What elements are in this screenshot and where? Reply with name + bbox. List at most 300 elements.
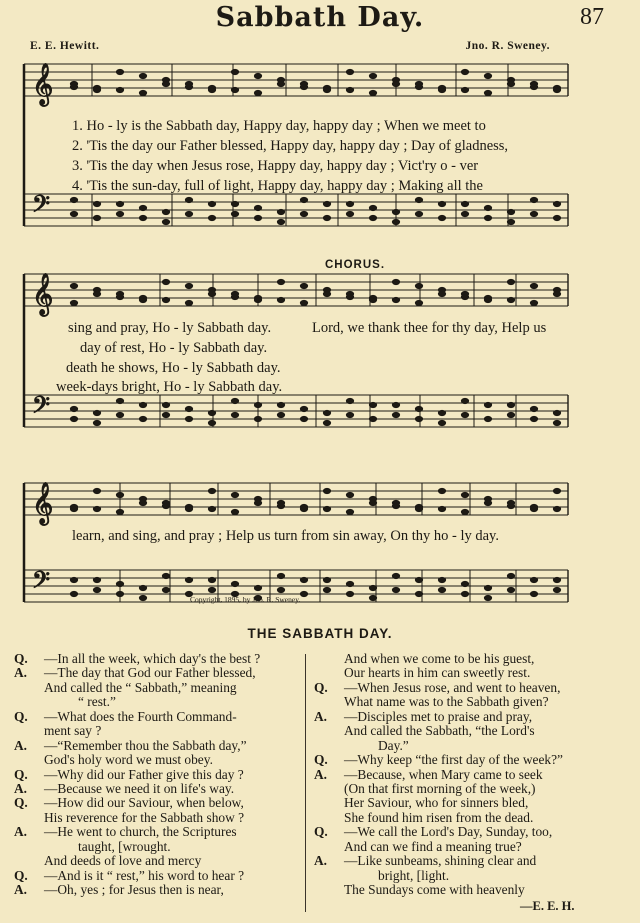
- page-number: 87: [580, 4, 604, 30]
- catechism-line: [14, 825, 302, 839]
- verse-2-line-1: 2. 'Tis the day our Father blessed, Happy day, happy day ; Day of gladness,: [72, 138, 509, 154]
- note-head: [277, 573, 284, 578]
- note-head: [461, 294, 468, 299]
- note-head: [139, 90, 146, 95]
- catechism-text: —Because we need it on life's way.: [44, 780, 235, 796]
- catechism-label: A.: [14, 737, 28, 753]
- note-head: [530, 211, 537, 216]
- note-head: [346, 509, 353, 514]
- note-head: [346, 201, 353, 206]
- catechism-text: And deeds of love and mercy: [44, 853, 202, 869]
- note-head: [93, 215, 100, 220]
- catechism-line: [314, 883, 614, 897]
- note-head: [346, 412, 353, 417]
- note-head: [208, 291, 215, 296]
- catechism-text: God's holy word we must obey.: [44, 752, 213, 768]
- catechism-text: —Why did our Father give this day ?: [44, 766, 244, 782]
- note-head: [553, 506, 560, 511]
- note-head: [438, 291, 445, 296]
- note-head: [277, 412, 284, 417]
- note-head: [208, 87, 215, 92]
- note-head: [116, 87, 123, 92]
- catechism-line: [314, 825, 614, 839]
- note-head: [438, 420, 445, 425]
- note-head: [461, 591, 468, 596]
- note-head: [346, 398, 353, 403]
- note-head: [461, 412, 468, 417]
- catechism-text: taught, [wrought.: [78, 838, 171, 854]
- catechism-line: [314, 869, 614, 883]
- note-head: [231, 69, 238, 74]
- treble-clef: 𝄞: [32, 64, 54, 105]
- note-head: [553, 587, 560, 592]
- note-head: [208, 587, 215, 592]
- note-head: [369, 205, 376, 210]
- bass-clef: 𝄢: [32, 190, 51, 223]
- note-head: [415, 211, 422, 216]
- note-head: [415, 406, 422, 411]
- note-head: [208, 577, 215, 582]
- note-head: [369, 416, 376, 421]
- catechism-text: And when we come to be his guest,: [344, 651, 535, 666]
- note-head: [369, 402, 376, 407]
- note-head: [162, 297, 169, 302]
- composer-credit: Jno. R. Sweney.: [465, 40, 550, 52]
- note-head: [300, 283, 307, 288]
- note-head: [185, 283, 192, 288]
- note-head: [231, 201, 238, 206]
- note-head: [162, 209, 169, 214]
- lyricist-credit: E. E. Hewitt.: [30, 40, 100, 52]
- note-head: [438, 577, 445, 582]
- catechism-text: His reverence for the Sabbath show ?: [44, 809, 245, 825]
- catechism-line: [14, 796, 302, 810]
- note-head: [93, 87, 100, 92]
- note-head: [507, 587, 514, 592]
- note-head: [139, 297, 146, 302]
- note-head: [484, 585, 491, 590]
- catechism-line: [314, 811, 614, 825]
- catechism-line: [314, 796, 614, 810]
- bass-clef: 𝄢: [32, 566, 51, 599]
- note-head: [93, 488, 100, 493]
- catechism-text: And can we find a meaning true?: [344, 838, 522, 854]
- catechism-line: [14, 724, 302, 738]
- note-head: [553, 215, 560, 220]
- catechism-line: [314, 768, 614, 782]
- note-head: [346, 591, 353, 596]
- note-head: [116, 509, 123, 514]
- note-head: [231, 87, 238, 92]
- catechism-text: And called the “ Sabbath,” meaning: [44, 679, 237, 695]
- note-head: [185, 506, 192, 511]
- note-head: [484, 500, 491, 505]
- note-head: [70, 591, 77, 596]
- note-head: [162, 412, 169, 417]
- catechism-label: A.: [314, 853, 328, 869]
- note-head: [139, 595, 146, 600]
- note-head: [484, 90, 491, 95]
- note-head: [461, 398, 468, 403]
- note-head: [346, 69, 353, 74]
- note-head: [208, 488, 215, 493]
- catechism-text: —“Remember thou the Sabbath day,”: [44, 737, 247, 753]
- catechism-line: [14, 883, 302, 897]
- note-head: [162, 402, 169, 407]
- catechism-line: [14, 840, 302, 854]
- note-head: [139, 500, 146, 505]
- note-head: [208, 420, 215, 425]
- note-head: [254, 73, 261, 78]
- catechism-line: [314, 739, 614, 753]
- catechism-label: Q.: [14, 795, 28, 811]
- note-head: [369, 585, 376, 590]
- catechism-line: [14, 811, 302, 825]
- note-head: [93, 506, 100, 511]
- catechism-label: Q.: [14, 708, 28, 724]
- note-head: [369, 73, 376, 78]
- catechism-text: And called the Sabbath, “the Lord's: [344, 723, 535, 739]
- note-head: [300, 84, 307, 89]
- note-head: [300, 406, 307, 411]
- note-head: [415, 197, 422, 202]
- catechism-text: —We call the Lord's Day, Sunday, too,: [344, 824, 553, 840]
- catechism-text: ment say ?: [44, 723, 102, 739]
- note-head: [507, 279, 514, 284]
- catechism-line: [314, 710, 614, 724]
- note-head: [461, 509, 468, 514]
- note-head: [415, 84, 422, 89]
- note-head: [392, 402, 399, 407]
- note-head: [231, 294, 238, 299]
- catechism-line: [14, 782, 302, 796]
- column-divider: [305, 654, 306, 912]
- note-head: [323, 420, 330, 425]
- note-head: [461, 87, 468, 92]
- hymn-title: Sabbath Day.: [215, 2, 425, 33]
- note-head: [323, 291, 330, 296]
- copyright-notice: Copyright, 1895, by Jno. R. Sweney.: [190, 595, 301, 604]
- note-head: [392, 573, 399, 578]
- note-head: [323, 488, 330, 493]
- note-head: [369, 90, 376, 95]
- note-head: [254, 416, 261, 421]
- catechism-text: —He went to church, the Scriptures: [44, 824, 237, 840]
- note-head: [530, 84, 537, 89]
- note-head: [162, 587, 169, 592]
- note-head: [507, 209, 514, 214]
- catechism-line: [314, 753, 614, 767]
- note-head: [323, 577, 330, 582]
- catechism-text: “ rest.”: [78, 694, 116, 710]
- catechism-line: [314, 840, 614, 854]
- note-head: [415, 506, 422, 511]
- note-head: [484, 416, 491, 421]
- note-head: [70, 416, 77, 421]
- note-head: [484, 215, 491, 220]
- note-head: [530, 591, 537, 596]
- note-head: [507, 297, 514, 302]
- note-head: [139, 402, 146, 407]
- catechism-text: —Like sunbeams, shining clear and: [344, 853, 537, 869]
- catechism-line: [14, 869, 302, 883]
- note-head: [231, 398, 238, 403]
- note-head: [553, 420, 560, 425]
- bass-clef: 𝄢: [32, 391, 51, 424]
- note-head: [70, 406, 77, 411]
- note-head: [185, 84, 192, 89]
- note-head: [300, 416, 307, 421]
- author-signature: —E. E. H.: [520, 899, 575, 913]
- catechism-line: [14, 652, 302, 666]
- note-head: [116, 201, 123, 206]
- note-head: [392, 297, 399, 302]
- note-head: [438, 506, 445, 511]
- note-head: [162, 503, 169, 508]
- note-head: [116, 581, 123, 586]
- note-head: [139, 73, 146, 78]
- catechism-left-column: [14, 652, 302, 897]
- note-head: [438, 87, 445, 92]
- note-head: [185, 406, 192, 411]
- note-head: [438, 410, 445, 415]
- note-head: [70, 577, 77, 582]
- catechism-text: —When Jesus rose, and went to heaven,: [344, 679, 561, 695]
- note-head: [369, 215, 376, 220]
- verse-1-line-2: sing and pray, Ho - ly Sabbath day.: [68, 320, 272, 336]
- catechism-line: [14, 695, 302, 709]
- note-head: [530, 577, 537, 582]
- note-head: [116, 591, 123, 596]
- note-head: [369, 297, 376, 302]
- note-head: [553, 87, 560, 92]
- note-head: [300, 506, 307, 511]
- note-head: [507, 402, 514, 407]
- note-head: [392, 412, 399, 417]
- note-head: [254, 585, 261, 590]
- note-head: [93, 420, 100, 425]
- note-head: [323, 587, 330, 592]
- note-head: [323, 506, 330, 511]
- catechism-label: A.: [314, 766, 328, 782]
- note-head: [530, 283, 537, 288]
- note-head: [116, 69, 123, 74]
- note-head: [139, 416, 146, 421]
- note-head: [507, 503, 514, 508]
- catechism-label: Q.: [14, 766, 28, 782]
- catechism-label: Q.: [314, 679, 328, 695]
- note-head: [93, 410, 100, 415]
- note-head: [300, 577, 307, 582]
- note-head: [231, 412, 238, 417]
- verse-1-line-1: 1. Ho - ly is the Sabbath day, Happy day, happy day ; When we meet to: [72, 118, 486, 134]
- note-head: [277, 503, 284, 508]
- note-head: [346, 294, 353, 299]
- note-head: [415, 416, 422, 421]
- catechism-line: [314, 652, 614, 666]
- catechism-text: —In all the week, which day's the best ?: [44, 651, 261, 666]
- note-head: [323, 410, 330, 415]
- catechism-line: [314, 695, 614, 709]
- note-head: [185, 416, 192, 421]
- catechism-line: [314, 666, 614, 680]
- catechism-label: A.: [14, 882, 28, 897]
- catechism-line: [314, 681, 614, 695]
- treble-clef: 𝄞: [32, 274, 54, 315]
- catechism-text: The Sundays come with heavenly: [344, 882, 525, 897]
- note-head: [369, 595, 376, 600]
- note-head: [484, 595, 491, 600]
- note-head: [300, 591, 307, 596]
- note-head: [530, 416, 537, 421]
- note-head: [277, 209, 284, 214]
- note-head: [277, 219, 284, 224]
- note-head: [70, 283, 77, 288]
- catechism-text: —What does the Fourth Command-: [44, 708, 237, 724]
- catechism-line: [14, 854, 302, 868]
- note-head: [346, 87, 353, 92]
- verse-4-line-2: week-days bright, Ho - ly Sabbath day.: [56, 379, 283, 395]
- note-head: [300, 300, 307, 305]
- note-head: [553, 410, 560, 415]
- note-head: [162, 573, 169, 578]
- note-head: [139, 585, 146, 590]
- catechism-right-column: [314, 652, 614, 897]
- note-head: [116, 294, 123, 299]
- note-head: [139, 205, 146, 210]
- catechism-line: [14, 768, 302, 782]
- note-head: [507, 219, 514, 224]
- catechism-label: A.: [14, 824, 28, 840]
- note-head: [530, 300, 537, 305]
- chorus-line-1: Lord, we thank thee for thy day, Help us: [312, 320, 547, 336]
- treble-clef: 𝄞: [32, 483, 54, 524]
- note-head: [392, 81, 399, 86]
- note-head: [208, 410, 215, 415]
- note-head: [162, 81, 169, 86]
- note-head: [254, 205, 261, 210]
- note-head: [323, 215, 330, 220]
- note-head: [254, 500, 261, 505]
- note-head: [162, 219, 169, 224]
- note-head: [553, 201, 560, 206]
- catechism-label: Q.: [14, 651, 28, 666]
- note-head: [277, 402, 284, 407]
- note-head: [185, 577, 192, 582]
- note-head: [185, 197, 192, 202]
- note-head: [461, 201, 468, 206]
- note-head: [70, 506, 77, 511]
- catechism-text: She found him risen from the dead.: [344, 809, 534, 825]
- note-head: [392, 209, 399, 214]
- note-head: [231, 509, 238, 514]
- catechism-line: [14, 666, 302, 680]
- note-head: [162, 279, 169, 284]
- note-head: [438, 488, 445, 493]
- verse-4-line-1: 4. 'Tis the sun-day, full of light, Happy day, happy day ; Making all the: [72, 178, 483, 194]
- verse-2-line-2: day of rest, Ho - ly Sabbath day.: [80, 340, 268, 356]
- note-head: [530, 506, 537, 511]
- catechism-text: Our hearts in him can sweetly rest.: [344, 665, 531, 681]
- note-head: [507, 412, 514, 417]
- note-head: [484, 297, 491, 302]
- catechism-text: What name was to the Sabbath given?: [344, 694, 549, 710]
- note-head: [93, 587, 100, 592]
- catechism-text: bright, [light.: [378, 867, 450, 883]
- note-head: [438, 201, 445, 206]
- note-head: [346, 211, 353, 216]
- note-head: [116, 211, 123, 216]
- note-head: [507, 81, 514, 86]
- note-head: [415, 300, 422, 305]
- catechism-line: [14, 753, 302, 767]
- note-head: [300, 197, 307, 202]
- note-head: [300, 211, 307, 216]
- note-head: [254, 297, 261, 302]
- note-head: [461, 211, 468, 216]
- catechism-text: —The day that God our Father blessed,: [44, 665, 256, 681]
- catechism-line: [314, 724, 614, 738]
- catechism-text: Day.”: [378, 737, 409, 753]
- note-head: [70, 300, 77, 305]
- note-head: [116, 492, 123, 497]
- note-head: [507, 573, 514, 578]
- note-head: [70, 211, 77, 216]
- catechism-text: —And is it “ rest,” his word to hear ?: [44, 867, 245, 883]
- note-head: [116, 398, 123, 403]
- catechism-text: —Why keep “the first day of the week?”: [344, 752, 563, 768]
- catechism-line: [14, 710, 302, 724]
- note-head: [484, 205, 491, 210]
- note-head: [346, 581, 353, 586]
- note-head: [415, 283, 422, 288]
- note-head: [208, 215, 215, 220]
- note-head: [392, 279, 399, 284]
- catechism-title: THE SABBATH DAY.: [247, 626, 393, 641]
- catechism-text: —Disciples met to praise and pray,: [344, 708, 533, 724]
- catechism-label: Q.: [314, 824, 328, 840]
- note-head: [231, 492, 238, 497]
- catechism-text: (On that first morning of the week,): [344, 780, 536, 796]
- verse-3-line-2: death he shows, Ho - ly Sabbath day.: [66, 360, 281, 376]
- note-head: [346, 492, 353, 497]
- catechism-text: Her Saviour, who for sinners bled,: [344, 795, 529, 811]
- note-head: [277, 279, 284, 284]
- note-head: [484, 402, 491, 407]
- note-head: [277, 587, 284, 592]
- note-head: [70, 84, 77, 89]
- catechism-label: Q.: [14, 867, 28, 883]
- note-head: [116, 412, 123, 417]
- catechism-text: —Oh, yes ; for Jesus then is near,: [44, 882, 224, 897]
- note-head: [323, 201, 330, 206]
- note-head: [461, 492, 468, 497]
- note-head: [93, 291, 100, 296]
- catechism-text: —Because, when Mary came to seek: [344, 766, 543, 782]
- catechism-line: [14, 739, 302, 753]
- note-head: [415, 591, 422, 596]
- note-head: [231, 581, 238, 586]
- chorus-label: CHORUS.: [325, 259, 386, 271]
- note-head: [415, 577, 422, 582]
- catechism-label: Q.: [314, 752, 328, 768]
- note-head: [323, 87, 330, 92]
- catechism-line: [314, 782, 614, 796]
- note-head: [277, 81, 284, 86]
- note-head: [93, 201, 100, 206]
- note-head: [208, 201, 215, 206]
- note-head: [231, 211, 238, 216]
